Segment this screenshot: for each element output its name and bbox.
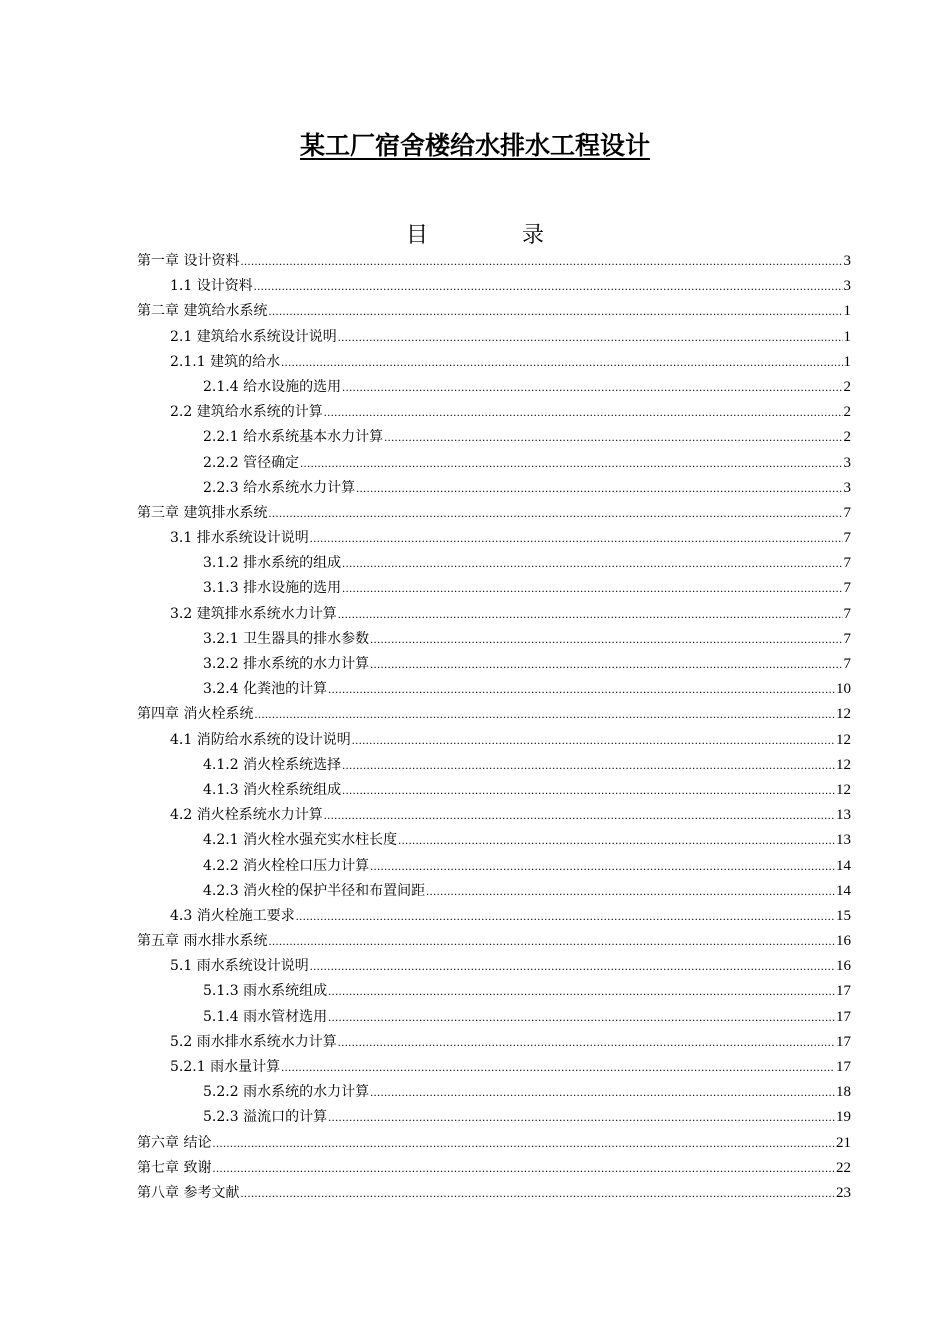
toc-entry-page-number: 17 <box>836 1033 851 1050</box>
toc-entry-page-number: 1 <box>843 328 851 345</box>
toc-leader-dots <box>212 1156 835 1181</box>
toc-entry-page-number: 13 <box>836 807 851 824</box>
toc-entry[interactable] <box>137 879 851 904</box>
toc-entry-page-number: 12 <box>836 756 851 773</box>
toc-entry-title: 5.2 雨水排水系统水力计算 <box>170 1033 337 1050</box>
toc-entry-page-number: 14 <box>836 882 851 899</box>
toc-entry-page-number: 3 <box>843 454 851 471</box>
toc-leader-dots <box>281 1055 835 1080</box>
toc-entry-page-number: 23 <box>836 1184 851 1201</box>
toc-entry[interactable] <box>137 929 851 954</box>
toc-leader-dots <box>240 1181 835 1206</box>
toc-entry-title: 5.1.3 雨水系统组成 <box>203 983 328 1000</box>
toc-entry[interactable] <box>137 753 851 778</box>
toc-entry-title: 4.2.1 消火栓水强充实水柱长度 <box>203 832 398 849</box>
toc-entry[interactable] <box>137 425 851 450</box>
toc-entry-page-number: 3 <box>843 479 851 496</box>
toc-leader-dots <box>268 501 842 526</box>
toc-heading: 目 录 <box>405 223 580 248</box>
toc-leader-dots <box>342 778 835 803</box>
toc-entry[interactable] <box>137 476 851 501</box>
toc-entry-title: 第三章 建筑排水系统 <box>137 504 268 521</box>
toc-leader-dots <box>324 803 835 828</box>
toc-entry-page-number: 7 <box>843 580 851 597</box>
toc-entry-page-number: 12 <box>836 781 851 798</box>
toc-entry[interactable] <box>137 954 851 979</box>
toc-entry[interactable] <box>137 501 851 526</box>
toc-entry[interactable] <box>137 1005 851 1030</box>
toc-entry-page-number: 16 <box>836 958 851 975</box>
toc-leader-dots <box>370 854 835 879</box>
toc-entry-title: 2.2.3 给水系统水力计算 <box>203 479 356 496</box>
toc-entry-title: 2.1 建筑给水系统设计说明 <box>170 328 337 345</box>
toc-entry-title: 3.1 排水系统设计说明 <box>170 530 309 547</box>
toc-entry[interactable] <box>137 274 851 299</box>
toc-leader-dots <box>300 451 842 476</box>
toc-entry[interactable] <box>137 1055 851 1080</box>
toc-entry[interactable] <box>137 249 851 274</box>
toc-entry[interactable] <box>137 979 851 1004</box>
toc-entry-page-number: 17 <box>836 983 851 1000</box>
toc-entry-page-number: 3 <box>843 253 851 269</box>
toc-entry[interactable] <box>137 627 851 652</box>
toc-leader-dots <box>240 249 842 274</box>
toc-entry-page-number: 7 <box>843 530 851 547</box>
toc-leader-dots <box>281 350 842 375</box>
toc-entry-title: 4.2 消火栓系统水力计算 <box>170 807 323 824</box>
toc-entry-title: 1.1 设计资料 <box>170 278 253 295</box>
toc-entry-title: 3.2 建筑排水系统水力计算 <box>170 605 337 622</box>
toc-leader-dots <box>342 551 842 576</box>
toc-leader-dots <box>254 274 843 299</box>
toc-entry-title: 4.1.3 消火栓系统组成 <box>203 781 342 798</box>
toc-entry[interactable] <box>137 551 851 576</box>
toc-entry-title: 2.1.1 建筑的给水 <box>170 353 281 370</box>
toc-entry-page-number: 14 <box>836 857 851 874</box>
toc-entry-page-number: 1 <box>843 353 851 370</box>
toc-entry-page-number: 1 <box>843 303 851 320</box>
toc-entry-title: 第六章 结论 <box>137 1134 212 1151</box>
toc-entry-title: 4.2.3 消火栓的保护半径和布置间距 <box>203 882 426 899</box>
toc-entry[interactable] <box>137 1105 851 1130</box>
toc-leader-dots <box>384 425 842 450</box>
toc-leader-dots <box>328 1005 835 1030</box>
toc-leader-dots <box>426 879 835 904</box>
toc-leader-dots <box>342 576 842 601</box>
toc-entry[interactable] <box>137 576 851 601</box>
toc-leader-dots <box>342 753 835 778</box>
toc-entry-page-number: 2 <box>843 404 851 421</box>
toc-entry[interactable] <box>137 325 851 350</box>
toc-entry-page-number: 12 <box>836 731 851 748</box>
toc-entry-page-number: 15 <box>836 907 851 924</box>
toc-entry[interactable] <box>137 1080 851 1105</box>
toc-leader-dots <box>338 602 843 627</box>
toc-leader-dots <box>398 828 835 853</box>
toc-entry-page-number: 17 <box>836 1008 851 1025</box>
toc-entry-title: 2.2 建筑给水系统的计算 <box>170 404 323 421</box>
toc-entry[interactable] <box>137 400 851 425</box>
toc-leader-dots <box>342 375 842 400</box>
toc-leader-dots <box>310 954 835 979</box>
document-title: 某工厂宿舍楼给水排水工程设计 <box>299 131 650 160</box>
toc-entry-title: 2.1.4 给水设施的选用 <box>203 378 342 395</box>
toc-leader-dots <box>328 677 835 702</box>
toc-entry-title: 5.2.3 溢流口的计算 <box>203 1109 328 1126</box>
toc-entry-page-number: 7 <box>843 504 851 521</box>
toc-entry-page-number: 16 <box>836 933 851 950</box>
toc-entry-page-number: 19 <box>836 1109 851 1126</box>
toc-entry[interactable] <box>137 299 851 324</box>
toc-entry[interactable] <box>137 904 851 929</box>
toc-entry-title: 5.2.2 雨水系统的水力计算 <box>203 1084 370 1101</box>
toc-entry[interactable] <box>137 1156 851 1181</box>
toc-entry[interactable] <box>137 1030 851 1055</box>
toc-entry-page-number: 2 <box>843 378 851 395</box>
toc-entry[interactable] <box>137 803 851 828</box>
toc-entry-title: 4.3 消火栓施工要求 <box>170 907 295 924</box>
toc-entry-page-number: 13 <box>836 832 851 849</box>
toc-entry-title: 3.2.2 排水系统的水力计算 <box>203 656 370 672</box>
toc-entry-page-number: 18 <box>836 1084 851 1101</box>
toc-entry-title: 3.1.3 排水设施的选用 <box>203 580 342 597</box>
toc-entry[interactable] <box>137 778 851 803</box>
toc-entry-title: 3.2.4 化粪池的计算 <box>203 681 328 698</box>
toc-entry-page-number: 2 <box>843 429 851 446</box>
toc-entry-page-number: 17 <box>836 1059 851 1075</box>
toc-entry[interactable] <box>137 602 851 627</box>
toc-entry-title: 2.2.1 给水系统基本水力计算 <box>203 429 384 446</box>
toc-leader-dots <box>370 1080 835 1105</box>
toc-leader-dots <box>328 979 835 1004</box>
toc-entry-page-number: 22 <box>836 1159 851 1176</box>
toc-leader-dots <box>370 652 842 677</box>
toc-leader-dots <box>212 1131 835 1156</box>
toc-entry-title: 第二章 建筑给水系统 <box>137 303 268 320</box>
toc-leader-dots <box>338 1030 835 1055</box>
toc-entry-page-number: 12 <box>836 706 851 723</box>
toc-leader-dots <box>254 702 835 727</box>
toc-entry-page-number: 7 <box>843 555 851 572</box>
toc-leader-dots <box>352 728 835 753</box>
toc-entry[interactable] <box>137 702 851 727</box>
toc-entry[interactable] <box>137 1181 851 1206</box>
toc-entry[interactable] <box>137 677 851 702</box>
toc-entry[interactable] <box>137 350 851 375</box>
toc-entry-page-number: 7 <box>843 630 851 647</box>
toc-entry-title: 5.2.1 雨水量计算 <box>170 1059 281 1075</box>
toc-entry-page-number: 7 <box>843 656 851 672</box>
toc-entry[interactable] <box>137 526 851 551</box>
toc-leader-dots <box>324 400 843 425</box>
toc-entry-title: 2.2.2 管径确定 <box>203 454 300 471</box>
toc-leader-dots <box>338 325 843 350</box>
table-of-contents <box>137 249 851 1206</box>
toc-entry-page-number: 7 <box>843 605 851 622</box>
toc-entry-page-number: 21 <box>836 1134 851 1151</box>
toc-entry[interactable] <box>137 828 851 853</box>
toc-leader-dots <box>328 1105 835 1130</box>
toc-leader-dots <box>310 526 843 551</box>
toc-entry-title: 第八章 参考文献 <box>137 1184 240 1201</box>
toc-leader-dots <box>356 476 842 501</box>
toc-entry[interactable] <box>137 728 851 753</box>
toc-entry-page-number: 10 <box>836 681 851 698</box>
toc-entry-title: 4.2.2 消火栓栓口压力计算 <box>203 857 370 874</box>
toc-entry-title: 5.1.4 雨水管材选用 <box>203 1008 328 1025</box>
toc-entry[interactable] <box>137 375 851 400</box>
toc-entry-title: 4.1.2 消火栓系统选择 <box>203 756 342 773</box>
toc-leader-dots <box>268 299 842 324</box>
toc-entry-title: 3.1.2 排水系统的组成 <box>203 555 342 572</box>
toc-entry-title: 第七章 致谢 <box>137 1159 212 1176</box>
toc-entry[interactable] <box>137 1131 851 1156</box>
toc-entry[interactable] <box>137 854 851 879</box>
toc-leader-dots <box>370 627 842 652</box>
toc-entry-title: 5.1 雨水系统设计说明 <box>170 958 309 975</box>
toc-entry-title: 第一章 设计资料 <box>137 253 240 269</box>
toc-leader-dots <box>296 904 835 929</box>
toc-entry[interactable] <box>137 652 851 677</box>
toc-leader-dots <box>268 929 835 954</box>
toc-entry-title: 4.1 消防给水系统的设计说明 <box>170 731 351 748</box>
toc-entry-page-number: 3 <box>843 278 851 295</box>
toc-entry-title: 第五章 雨水排水系统 <box>137 933 268 950</box>
toc-entry[interactable] <box>137 451 851 476</box>
toc-entry-title: 第四章 消火栓系统 <box>137 706 254 723</box>
toc-entry-title: 3.2.1 卫生器具的排水参数 <box>203 630 370 647</box>
